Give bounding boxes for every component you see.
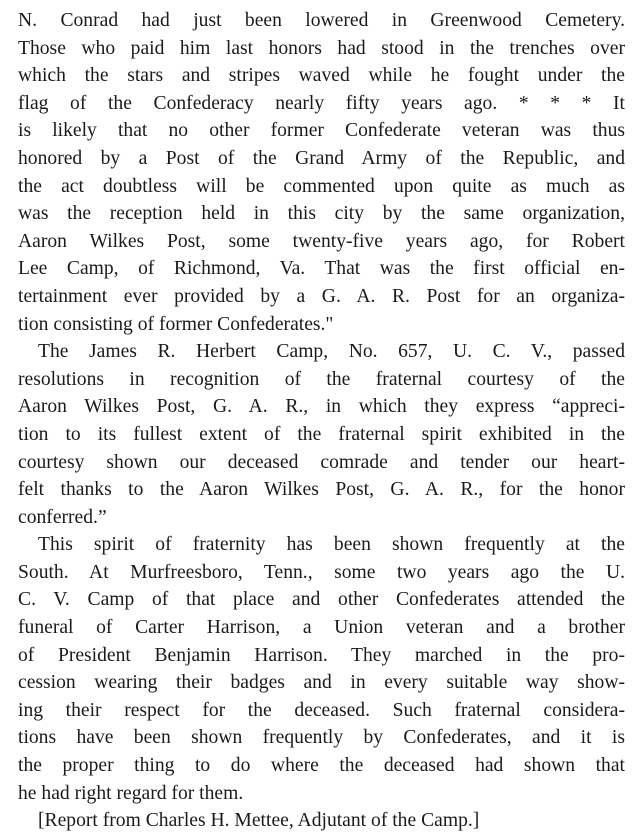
- paragraph-funeral-account: [18, 7, 625, 338]
- text-line: tion consisting of former Confederates.": [18, 313, 334, 335]
- paragraph-spirit-of-fraternity: [18, 531, 625, 807]
- text-line: flag of the Confederacy nearly fifty years ago. * * * It: [18, 92, 625, 114]
- text-line: ing their respect for the deceased. Such fraternal considera-: [18, 699, 625, 721]
- report-credit: [18, 807, 625, 835]
- article-page: [18, 7, 625, 835]
- text-line: Those who paid him last honors had stood in the trenches over: [18, 37, 625, 59]
- text-line: resolutions in recognition of the fraternal courtesy of the: [18, 368, 625, 390]
- text-line: Aaron Wilkes Post, some twenty-five years ago, for Robert: [18, 230, 625, 252]
- text-line: he had right regard for them.: [18, 782, 244, 804]
- text-line: honored by a Post of the Grand Army of the Republic, and: [18, 147, 625, 169]
- report-credit-line: [Report from Charles H. Mettee, Adjutant of the Camp.]: [38, 810, 480, 832]
- text-line: tertainment ever provided by a G. A. R. Post for an organiza-: [18, 285, 625, 307]
- text-line: cession wearing their badges and in every suitable way show-: [18, 672, 625, 694]
- text-line: was the reception held in this city by the same organization,: [18, 203, 625, 225]
- paragraph-camp-resolutions: [18, 338, 625, 531]
- text-line: which the stars and stripes waved while he fought under the: [18, 65, 625, 87]
- text-line: the proper thing to do where the deceased had shown that: [18, 755, 625, 777]
- text-line: is likely that no other former Confederate veteran was thus: [18, 120, 625, 142]
- text-line: felt thanks to the Aaron Wilkes Post, G. A. R., for the honor: [18, 479, 625, 501]
- text-line: conferred.”: [18, 506, 107, 528]
- text-line: funeral of Carter Harrison, a Union veteran and a brother: [18, 617, 625, 639]
- text-line: tions have been shown frequently by Confederates, and it is: [18, 727, 625, 749]
- text-line: tion to its fullest extent of the fraternal spirit exhibited in the: [18, 423, 625, 445]
- text-line: courtesy shown our deceased comrade and tender our heart-: [18, 451, 625, 473]
- text-line: of President Benjamin Harrison. They marched in the pro-: [18, 644, 625, 666]
- text-line: the act doubtless will be commented upon quite as much as: [18, 175, 625, 197]
- text-line: The James R. Herbert Camp, No. 657, U. C. V., passed: [38, 341, 625, 363]
- text-line: This spirit of fraternity has been shown frequently at the: [38, 534, 625, 556]
- text-line: C. V. Camp of that place and other Confederates attended the: [18, 589, 625, 611]
- text-line: Aaron Wilkes Post, G. A. R., in which they express “appreci-: [18, 396, 625, 418]
- text-line: South. At Murfreesboro, Tenn., some two years ago the U.: [18, 561, 625, 583]
- text-line: N. Conrad had just been lowered in Greenwood Cemetery.: [18, 10, 625, 31]
- text-line: Lee Camp, of Richmond, Va. That was the first official en-: [18, 258, 625, 280]
